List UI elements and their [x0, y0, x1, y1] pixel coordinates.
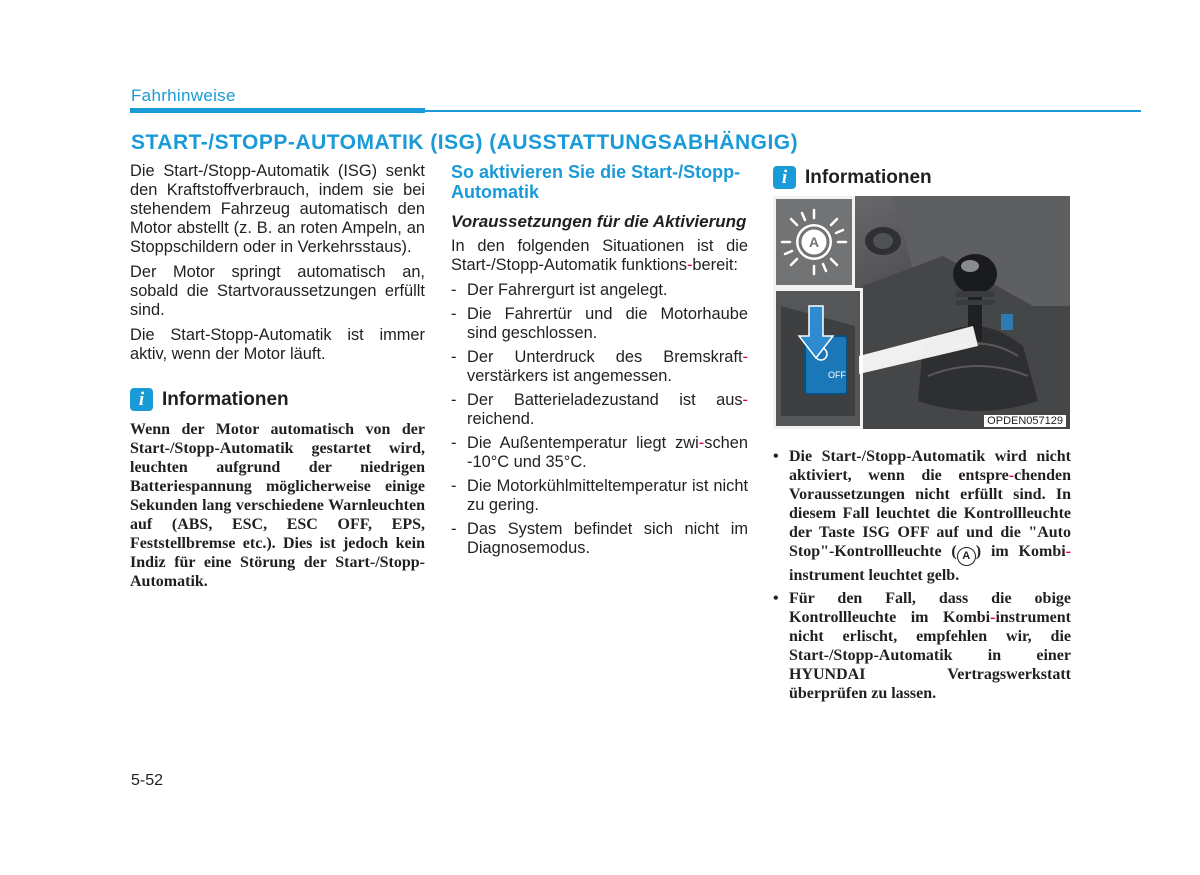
activation-heading: So aktivieren Sie die Start-/Stopp-Automatik [451, 162, 741, 202]
list-item: • Für den Fall, dass die obige Kontrollleuchte im Kombi-instrument nicht erlischt, empfehlen wir, die Start-/Stopp-Automatik in einer HYUNDAI Vertragswerkstatt überprüfen zu lassen. [773, 589, 1071, 703]
info-heading-label: Informationen [805, 166, 932, 188]
bullet-text: ) im Kombi-instrument leuchtet gelb. [789, 543, 1071, 584]
column-right [773, 166, 1071, 707]
paragraph-restart: Der Motor springt automatisch an, sobald die Startvoraussetzungen erfüllt sind. [130, 263, 425, 319]
console-photo [773, 196, 1070, 429]
header-rule-thin [425, 110, 1141, 112]
list-item: - Das System befindet sich nicht im Diagnosemodus. [451, 520, 748, 558]
info-text-left: Wenn der Motor automatisch von der Start-/Stopp-Automatik gestartet wird, leuchten aufgrund der niedrigen Batteriespannung möglicherweise einige Sekunden lang verschiedene Warnleuchten auf (ABS, ESC, ESC OFF, EPS, Feststellbremse etc.). Dies ist jedoch kein Indiz für eine Störung der Start-/Stopp-Automatik. [130, 421, 425, 590]
info-icon: i [773, 166, 796, 189]
auto-stop-icon: A [957, 547, 976, 566]
column-left [130, 162, 425, 591]
list-item: - Die Motorkühlmitteltemperatur ist nicht zu gering. [451, 477, 748, 515]
console-illustration [773, 196, 1070, 429]
info-heading-left [130, 388, 425, 411]
chapter-title: START-/STOPP-AUTOMATIK (ISG) (AUSSTATTUNGSABHÄNGIG) [131, 131, 799, 154]
image-code: OPDEN057129 [984, 415, 1066, 427]
conditions-list [451, 281, 748, 558]
list-item [773, 447, 1071, 585]
info-icon: i [130, 388, 153, 411]
page-number: 5-52 [131, 772, 164, 789]
svg-text:OFF: OFF [828, 370, 846, 380]
auto-stop-symbol: A [808, 234, 820, 250]
list-item: - Der Batterieladezustand ist aus-reichend. [451, 391, 748, 429]
list-item: - Die Außentemperatur liegt zwi-schen -10°C und 35°C. [451, 434, 748, 472]
info-heading-right [773, 166, 1071, 189]
section-label: Fahrhinweise [131, 86, 236, 105]
info-heading-label: Informationen [162, 388, 289, 410]
bullet-text: Die Start-/Stopp-Automatik wird nicht aktiviert, wenn die entspre-chenden Voraussetzungen nicht erfüllt sind. In diesem Fall leuchtet die Kontrollleuchte der Taste ISG OFF auf und die "Auto Stop"-Kontrollleuchte ( [789, 448, 1071, 560]
conditions-intro: In den folgenden Situationen ist die Start-/Stopp-Automatik funktions-bereit: [451, 237, 748, 274]
conditions-subheading: Voraussetzungen für die Aktivierung [451, 212, 747, 231]
list-item: - Der Unterdruck des Bremskraft-verstärkers ist angemessen. [451, 348, 748, 386]
list-item: - Der Fahrergurt ist angelegt. [451, 281, 748, 300]
auto-stop-badge [805, 233, 823, 251]
column-middle [451, 162, 748, 563]
paragraph-active: Die Start-Stopp-Automatik ist immer aktiv, wenn der Motor läuft. [130, 326, 425, 363]
paragraph-intro: Die Start-/Stopp-Automatik (ISG) senkt den Kraftstoffverbrauch, indem sie bei stehendem Fahrzeug automatisch den Motor abstellt (z. B. an roten Ampeln, an Stoppschildern oder in Verkehrsstaus). [130, 162, 425, 256]
header-rule-thick [130, 108, 425, 113]
list-item: - Die Fahrertür und die Motorhaube sind geschlossen. [451, 305, 748, 343]
info-bullets [773, 447, 1071, 703]
